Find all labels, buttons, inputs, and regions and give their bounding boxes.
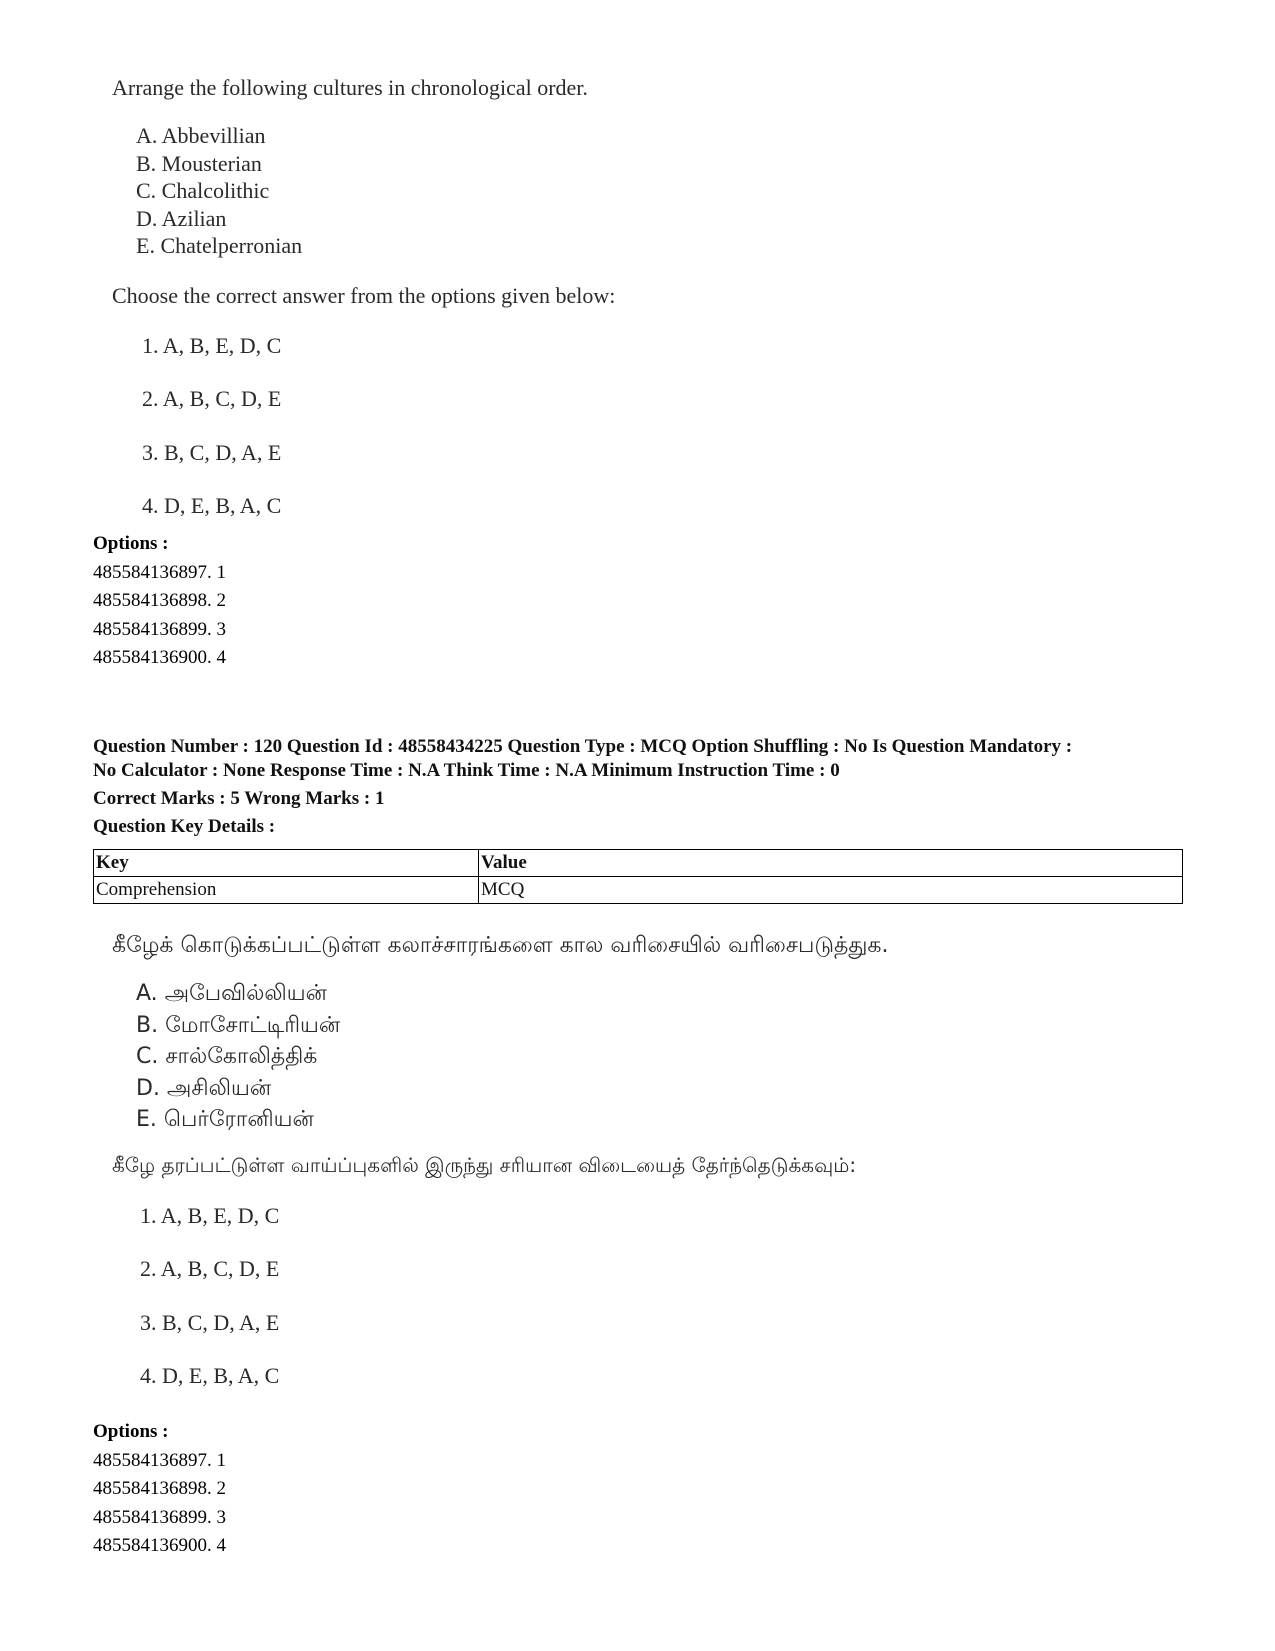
answer-choice: 1. A, B, E, D, C: [140, 1202, 280, 1228]
key-details-table: [93, 849, 1183, 904]
marks-line: Correct Marks : 5 Wrong Marks : 1: [93, 788, 385, 809]
answer-choices: [142, 332, 1112, 546]
answer-choice: 3. B, C, D, A, E: [142, 439, 282, 465]
options-block: [93, 1418, 226, 1561]
metadata-line: No Calculator : None Response Time : N.A Think Time : N.A Minimum Instruction Time : 0: [93, 760, 840, 781]
list-item: E. பெர்ரோனியன்: [136, 1107, 314, 1132]
table-header-cell: Key: [94, 850, 479, 877]
answer-choices: [140, 1202, 1212, 1416]
option-id: 485584136900. 4: [93, 647, 226, 668]
question-stem: Arrange the following cultures in chronological order.: [112, 75, 588, 100]
list-item: E. Chatelperronian: [136, 233, 303, 258]
option-id: 485584136898. 2: [93, 590, 226, 611]
answer-choice: 3. B, C, D, A, E: [140, 1309, 280, 1335]
question-image-tamil: [112, 930, 1212, 1416]
culture-list: [136, 978, 1212, 1136]
key-details-heading: Question Key Details :: [93, 816, 276, 837]
choose-instruction: Choose the correct answer from the options given below:: [112, 282, 616, 308]
list-item: A. Abbevillian: [136, 123, 266, 148]
list-item: C. சால்கோலித்திக்: [136, 1044, 318, 1069]
option-id: 485584136899. 3: [93, 1506, 226, 1528]
answer-choice: 4. D, E, B, A, C: [140, 1363, 280, 1388]
options-heading: Options :: [93, 1421, 169, 1442]
table-header-row: [94, 850, 1183, 877]
question-stem: கீழேக் கொடுக்கப்பட்டுள்ள கலாச்சாரங்களை கால வரிசையில் வரிசைபடுத்துக.: [112, 933, 889, 958]
option-id: 485584136897. 1: [93, 561, 226, 583]
option-id: 485584136900. 4: [93, 1535, 226, 1556]
option-id: 485584136898. 2: [93, 1478, 226, 1499]
question-metadata: [93, 735, 1183, 839]
options-block: [93, 530, 226, 673]
table-cell: MCQ: [479, 877, 1183, 904]
list-item: C. Chalcolithic: [136, 178, 270, 203]
table-header-cell: Value: [479, 850, 1183, 877]
metadata-line: Question Number : 120 Question Id : 48558434225 Question Type : MCQ Option Shuffling : No Is Question Mandatory :: [93, 736, 1073, 757]
answer-choice: 1. A, B, E, D, C: [142, 332, 282, 358]
table-row: [94, 877, 1183, 904]
culture-list: [136, 122, 1112, 260]
table-cell: Comprehension: [94, 877, 479, 904]
list-item: A. அபேவில்லியன்: [136, 981, 327, 1006]
question-image-english: [112, 74, 1112, 546]
option-id: 485584136897. 1: [93, 1449, 226, 1471]
options-heading: Options :: [93, 533, 169, 554]
answer-choice: 2. A, B, C, D, E: [140, 1256, 280, 1281]
answer-choice: 2. A, B, C, D, E: [142, 386, 282, 411]
answer-choice: 4. D, E, B, A, C: [142, 493, 282, 518]
choose-instruction: கீழே தரப்பட்டுள்ள வாய்ப்புகளில் இருந்து சரியான விடையைத் தேர்ந்தெடுக்கவும்:: [112, 1152, 857, 1177]
option-id: 485584136899. 3: [93, 618, 226, 640]
list-item: B. Mousterian: [136, 150, 262, 176]
list-item: D. Azilian: [136, 205, 227, 231]
list-item: B. மோசோட்டிரியன்: [136, 1012, 341, 1038]
list-item: D. அசிலியன்: [136, 1075, 272, 1101]
